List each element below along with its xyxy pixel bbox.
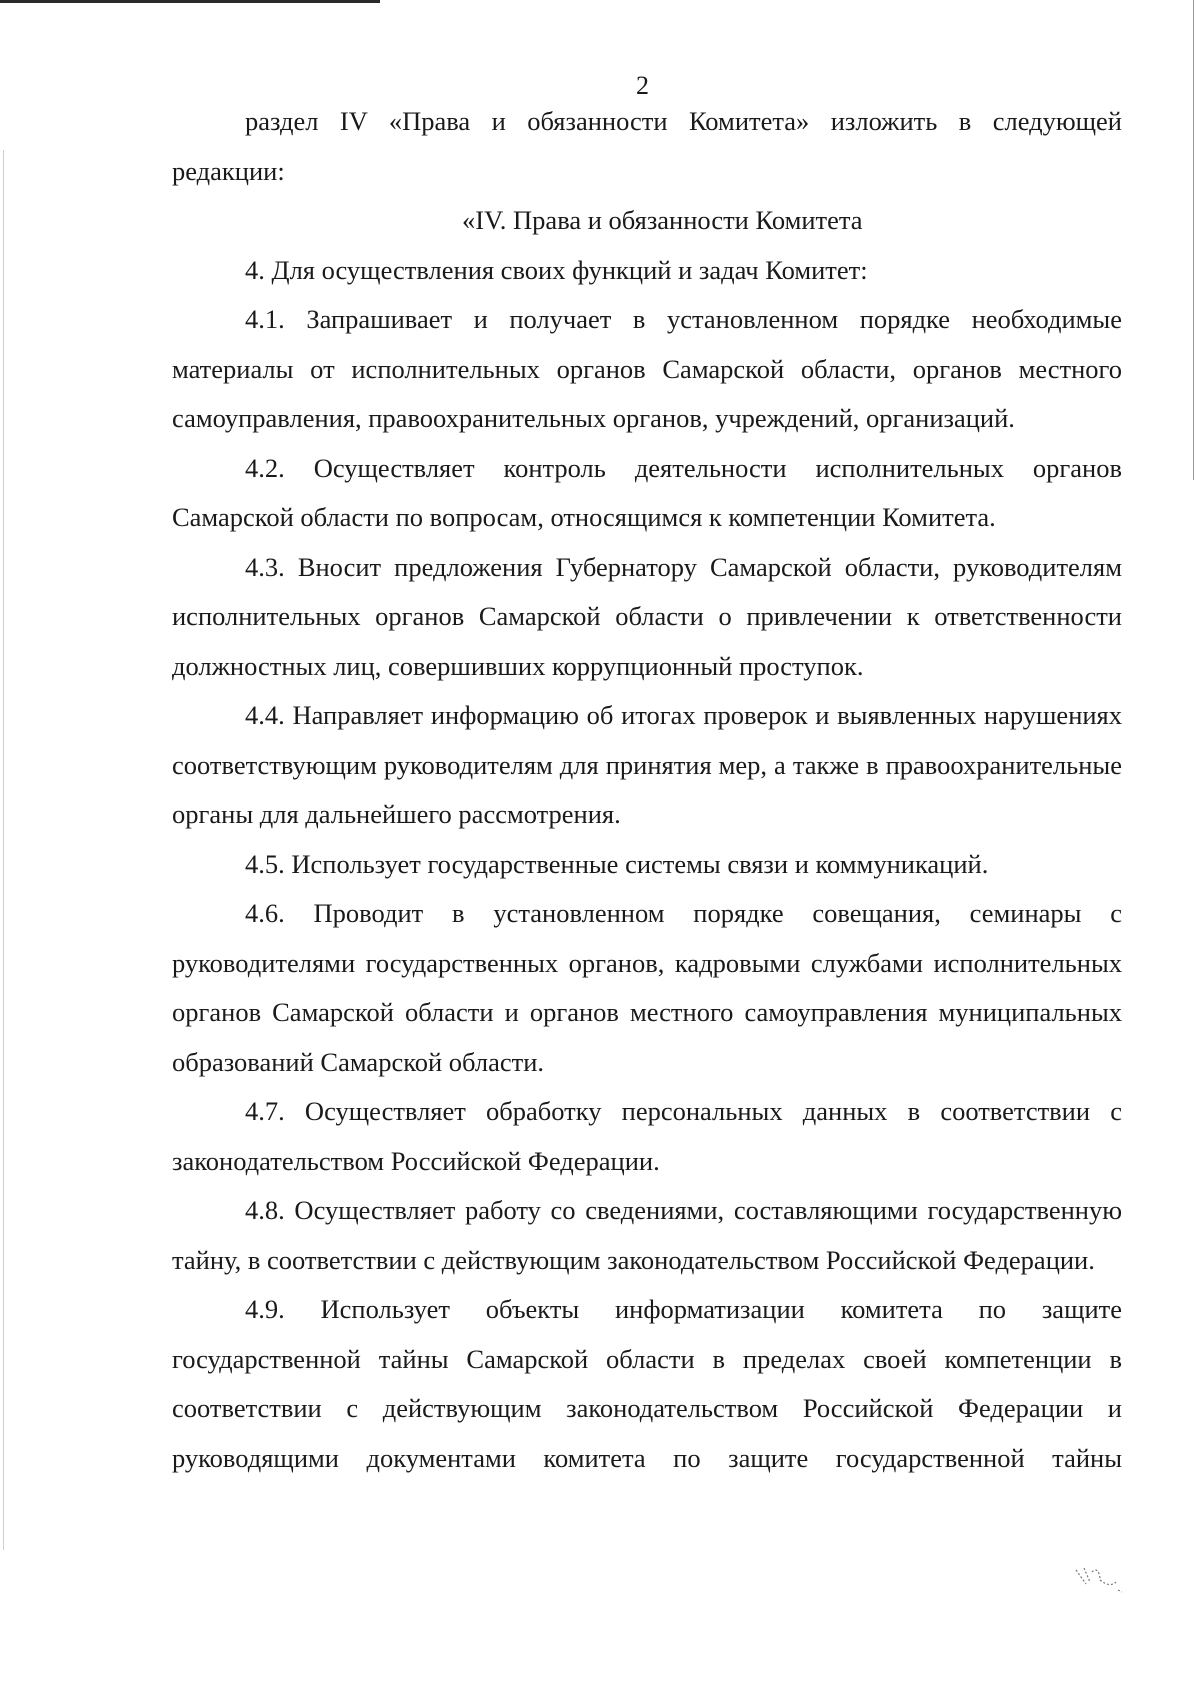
paragraph-4-2: 4.2. Осуществляет контроль деятельности исполнительных органов Самарской области по вопросам, относящимся к компетенции Комитета.	[172, 452, 1122, 532]
document-body	[172, 97, 1122, 1483]
paragraph-4-4: 4.4. Направляет информацию об итогах проверок и выявленных нарушениях соответствующим руководителям для принятия мер, а также в правоохранительные органы для дальнейшего рассмотрения.	[172, 700, 1122, 829]
paragraph-4-9: 4.9. Использует объекты информатизации комитета по защите государственной тайны Самарской области в пределах своей компетенции в соответствии с действующим законодательством Российской Федерации и руководящими документами комитета по защите государственной тайны	[172, 1294, 1122, 1473]
paragraph-4-1: 4.1. Запрашивает и получает в установленном порядке необходимые материалы от исполнительных органов Самарской области, органов местного самоуправления, правоохранительных органов, учреждений, организаций.	[172, 304, 1122, 433]
section-heading: «IV. Права и обязанности Комитета	[462, 205, 863, 235]
intro-continuation: редакции:	[172, 155, 285, 186]
scan-edge-left	[3, 150, 4, 1550]
page-number: 2	[636, 71, 649, 100]
paragraph-4-6: 4.6. Проводит в установленном порядке совещания, семинары с руководителями государственных органов, кадровыми службами исполнительных органов Самарской области и органов местного самоуправления муниципальных образований Самарской области.	[172, 898, 1122, 1077]
paragraph-4-3: 4.3. Вносит предложения Губернатору Самарской области, руководителям исполнительных органов Самарской области о привлечении к ответственности должностных лиц, совершивших коррупционный проступок.	[172, 551, 1122, 681]
paragraph-4-7: 4.7. Осуществляет обработку персональных данных в соответствии с законодательством Российской Федерации.	[172, 1096, 1122, 1176]
scan-edge-top	[0, 0, 380, 3]
paragraph-4-8: 4.8. Осуществляет работу со сведениями, составляющими государственную тайну, в соответствии с действующим законодательством Российской Федерации.	[172, 1195, 1122, 1275]
paragraph-4-5: 4.5. Использует государственные системы связи и коммуникаций.	[245, 848, 989, 879]
paragraph-4: 4. Для осуществления своих функций и задач Комитет:	[245, 254, 868, 285]
handwritten-mark-icon	[1070, 1560, 1130, 1600]
intro-paragraph: раздел IV «Права и обязанности Комитета» изложить в следующей	[245, 106, 1122, 136]
